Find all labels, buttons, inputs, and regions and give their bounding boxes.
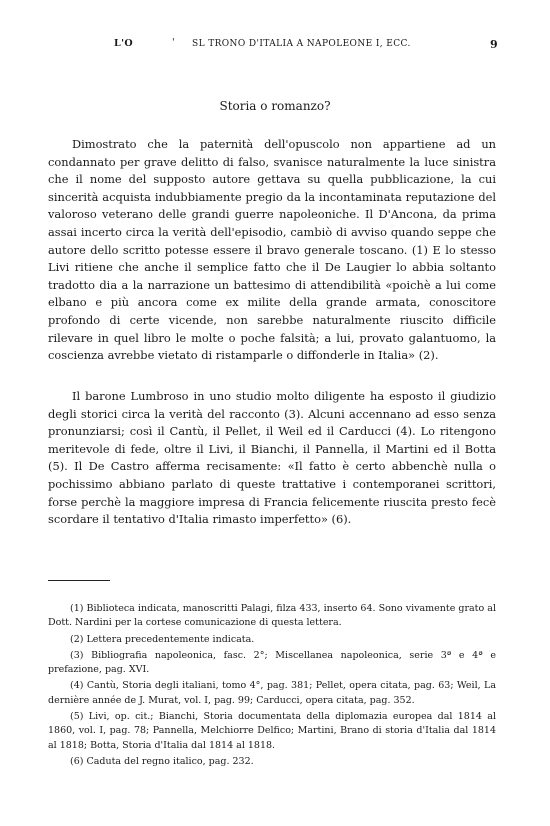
footnote-divider <box>48 580 110 581</box>
page-number: 9 <box>489 38 498 51</box>
footnote-1: (1) Biblioteca indicata, manoscritti Palagi, filza 433, inserto 64. Sono vivamente grato al Dott. Nardini per la cortese comunicazione di questa lettera. <box>48 603 496 629</box>
footnotes <box>48 602 496 769</box>
footnote-6: (6) Caduta del regno italico, pag. 232. <box>70 755 254 767</box>
body-paragraph-2 <box>48 388 496 529</box>
footnote-4: (4) Cantù, Storia degli italiani, tomo 4°, pag. 381; Pellet, opera citata, pag. 63; Weil, La dernière année de J. Murat, vol. I, pag. 99; Carducci, opera citata, pag. 352. <box>48 680 496 706</box>
paragraph-text: Dimostrato che la paternità dell'opuscolo non appartiene ad un condannato per grave delitto di falso, svanisce naturalmente la luce sinistra che il nome del supposto autore gettava su quella pubblicazione, la cui sincerità acquista indubbiamente pregio da la incontaminata reputazione del valoroso veterano delle grandi guerre napoleoniche. Il D'Ancona, da prima assai incerto circa la verità dell'episodio, cambiò di avviso quando seppe che autore dello scritto potesse essere il bravo generale toscano. (1) E lo stesso Livi ritiene che anche il semplice fatto che il De Laugier lo abbia soltanto tradotto dia a la narrazione un battesimo di attendibilità «poichè a lui come elbano e più ancora come ex milite della grande armata, conoscitore profondo di certe vicende, non sarebbe naturalmente riuscito difficile rilevare in quel libro le molte o poche falsità; a lui, provato galantuomo, la coscienza avrebbe vietato di ristamparle o diffonderle in Italia» (2). <box>48 137 496 363</box>
body-paragraph-1 <box>48 136 496 365</box>
footnote-3: (3) Bibliografia napoleonica, fasc. 2°; Miscellanea napoleonica, serie 3ª e 4ª e prefazione, pag. XVI. <box>48 649 496 676</box>
section-title: Storia o romanzo? <box>219 99 331 113</box>
header-mark: ' <box>172 37 176 48</box>
header-left-text: L'O <box>114 38 134 49</box>
footnote-5: (5) Livi, op. cit.; Bianchi, Storia documentata della diplomazia europea dal 1814 al 1860, vol. I, pag. 78; Pannella, Melchiorre Delfico; Martini, Brano di storia d'Italia dal 1814 al 1818; Botta, Storia d'Italia dal 1814 al 1818. <box>48 711 496 751</box>
running-header <box>98 38 518 52</box>
paragraph-text: Il barone Lumbroso in uno studio molto diligente ha esposto il giudizio degli storici circa la verità del racconto (3). Alcuni accennano ad esso senza pronunziarsi; così il Cantù, il Pellet, il Weil ed il Carducci (4). Lo ritengono meritevole di fede, oltre il Livi, il Bianchi, il Pannella, il Martini ed il Botta (5). Il De Castro afferma recisamente: «Il fatto è certo abbenchè nulla o pochissimo abbiano parlato di queste trattative i contemporanei scrittori, forse perchè la maggiore impresa di Francia felicemente riuscita presto fecè scordare il tentativo d'Italia rimasto imperfetto» (6). <box>48 389 496 527</box>
header-title: SL TRONO D'ITALIA A NAPOLEONE I, ECC. <box>192 39 411 49</box>
footnote-2: (2) Lettera precedentemente indicata. <box>70 633 255 645</box>
